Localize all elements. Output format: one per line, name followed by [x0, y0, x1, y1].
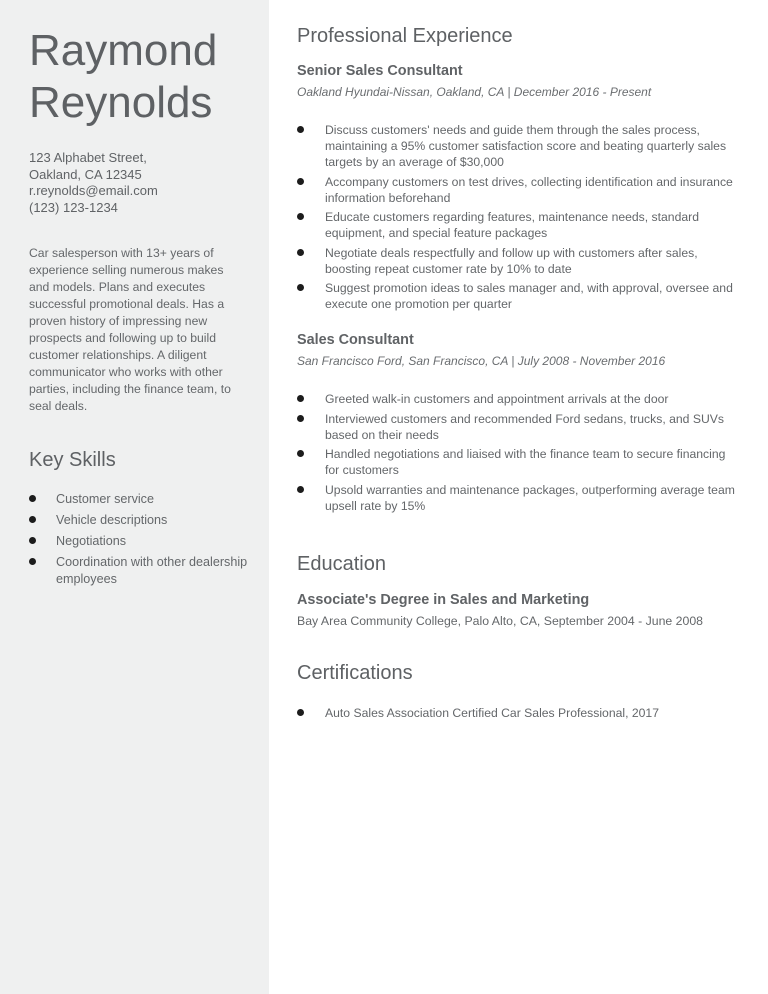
skills-list [29, 491, 254, 592]
bullet-icon [297, 450, 304, 457]
job-bullet-text: Discuss customers' needs and guide them through the sales process, maintaining a 95% customer satisfaction score and beating quarterly sales targets by an average of $30,000 [325, 123, 727, 169]
job-bullet [297, 446, 742, 478]
job-bullet [297, 122, 742, 170]
job-title: Sales Consultant [297, 332, 414, 348]
job-bullets [297, 391, 742, 517]
job-bullet [297, 174, 742, 206]
job-bullet-text: Upsold warranties and maintenance packages, outperforming average team upsell rate by 15% [325, 482, 735, 513]
job-bullet [297, 209, 742, 241]
job-bullet-text: Greeted walk-in customers and appointment arrivals at the door [325, 392, 669, 406]
skill-item [29, 533, 254, 550]
contact-city: Oakland, CA 12345 [29, 166, 142, 182]
profile-summary: Car salesperson with 13+ years of experience selling numerous makes and models. Plans and executes successful promotional deals. Has a proven history of impressing new prospects and following up to build customer relationships. A diligent communicator who works with other parties, including the finance team, to seal deals. [29, 246, 231, 413]
job-bullet [297, 391, 742, 407]
job-bullets [297, 122, 742, 316]
certifications-heading: Certifications [297, 662, 413, 684]
bullet-icon [297, 284, 304, 291]
certifications-list [297, 705, 742, 725]
first-name: Raymond [29, 26, 218, 75]
bullet-icon [297, 486, 304, 493]
last-name: Reynolds [29, 78, 213, 127]
job-bullet [297, 245, 742, 277]
sidebar [0, 0, 269, 994]
contact-email: r.reynolds@email.com [29, 183, 158, 198]
job-bullet-text: Suggest promotion ideas to sales manager and, with approval, oversee and execute one promotion per quarter [325, 281, 733, 312]
bullet-icon [297, 709, 304, 716]
bullet-icon [297, 249, 304, 256]
bullet-icon [29, 558, 36, 565]
bullet-icon [297, 213, 304, 220]
bullet-icon [297, 178, 304, 185]
job-bullet-text: Negotiate deals respectfully and follow up with customers after sales, boosting repeat customer rate by 10% to date [325, 245, 698, 276]
job-bullet-text: Accompany customers on test drives, collecting identification and insurance information beforehand [325, 174, 733, 205]
contact-street: 123 Alphabet Street, [29, 150, 147, 165]
job-meta: Oakland Hyundai-Nissan, Oakland, CA | December 2016 - Present [297, 85, 652, 99]
job-bullet [297, 411, 742, 443]
education-degree: Associate's Degree in Sales and Marketing [297, 592, 590, 608]
contact-info [29, 150, 259, 216]
job-bullet-text: Interviewed customers and recommended Ford sedans, trucks, and SUVs based on their needs [325, 411, 724, 442]
certification-text: Auto Sales Association Certified Car Sales Professional, 2017 [325, 706, 659, 720]
bullet-icon [297, 126, 304, 133]
certification-item [297, 705, 742, 721]
job-bullet-text: Educate customers regarding features, maintenance needs, standard equipment, and special feature packages [325, 210, 699, 241]
skill-item [29, 491, 254, 508]
contact-phone: (123) 123-1234 [29, 199, 118, 215]
bullet-icon [29, 516, 36, 523]
job-title: Senior Sales Consultant [297, 63, 463, 79]
skill-label: Negotiations [56, 534, 127, 548]
skill-label: Vehicle descriptions [56, 513, 168, 527]
bullet-icon [297, 395, 304, 402]
skill-item [29, 512, 254, 529]
job-bullet [297, 280, 742, 312]
bullet-icon [29, 537, 36, 544]
skills-heading: Key Skills [29, 449, 116, 471]
job-bullet [297, 482, 742, 514]
skill-label: Customer service [56, 492, 154, 506]
bullet-icon [29, 495, 36, 502]
job-meta: San Francisco Ford, San Francisco, CA | July 2008 - November 2016 [297, 354, 666, 368]
experience-heading: Professional Experience [297, 25, 513, 47]
skill-label: Coordination with other dealership employees [56, 555, 248, 586]
candidate-name [29, 25, 259, 129]
skill-item [29, 554, 254, 587]
bullet-icon [297, 415, 304, 422]
education-school: Bay Area Community College, Palo Alto, CA, September 2004 - June 2008 [297, 614, 704, 628]
job-bullet-text: Handled negotiations and liaised with the finance team to secure financing for customers [325, 447, 726, 478]
education-heading: Education [297, 553, 386, 575]
